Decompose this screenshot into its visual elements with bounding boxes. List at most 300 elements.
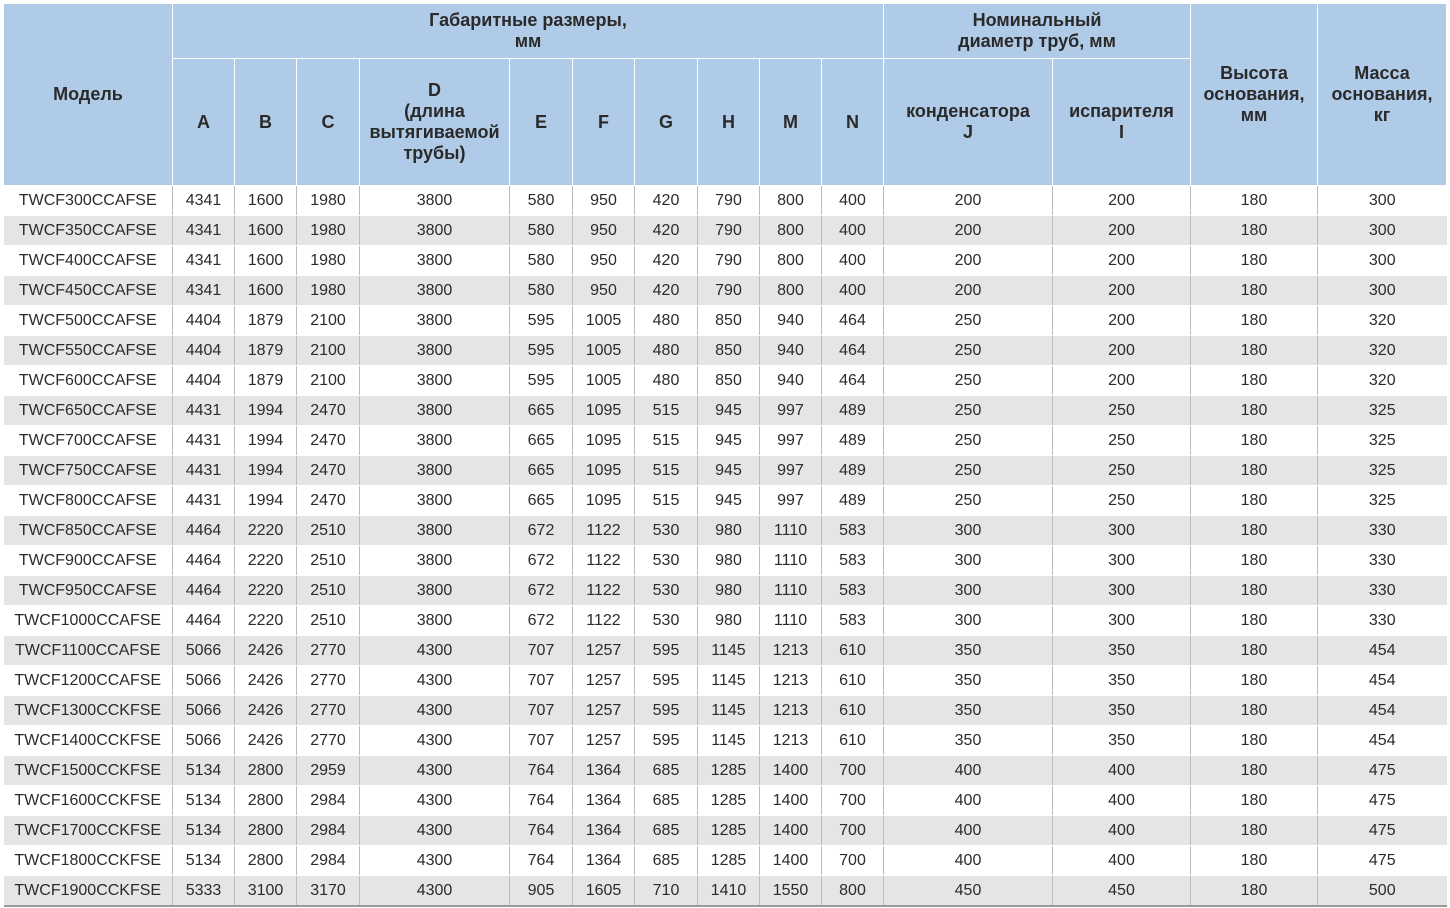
- header-dim-e: E: [510, 59, 573, 186]
- cell-base-mass: 325: [1318, 396, 1447, 426]
- cell-f: 1364: [573, 816, 635, 846]
- cell-h: 850: [698, 306, 760, 336]
- cell-m: 940: [760, 336, 822, 366]
- cell-a: 5066: [173, 726, 235, 756]
- cell-f: 1257: [573, 726, 635, 756]
- cell-n: 800: [822, 876, 884, 907]
- cell-m: 800: [760, 216, 822, 246]
- cell-e: 764: [510, 846, 573, 876]
- header-dim-d-line2: (длина: [404, 101, 465, 121]
- cell-c: 2100: [297, 366, 360, 396]
- cell-base-height: 180: [1191, 876, 1318, 907]
- cell-b: 1879: [235, 366, 297, 396]
- cell-b: 2426: [235, 666, 297, 696]
- cell-base-height: 180: [1191, 846, 1318, 876]
- cell-c: 2510: [297, 516, 360, 546]
- header-dim-c: C: [297, 59, 360, 186]
- cell-evaporator-i: 200: [1053, 366, 1191, 396]
- cell-a: 4341: [173, 186, 235, 216]
- cell-h: 1145: [698, 696, 760, 726]
- cell-model: TWCF1800CCKFSE: [4, 846, 173, 876]
- cell-d: 4300: [360, 786, 510, 816]
- cell-m: 940: [760, 306, 822, 336]
- cell-a: 5134: [173, 786, 235, 816]
- header-row-top: [4, 4, 1447, 59]
- cell-base-mass: 300: [1318, 276, 1447, 306]
- cell-h: 790: [698, 216, 760, 246]
- cell-h: 1145: [698, 726, 760, 756]
- table-row: [4, 186, 1447, 216]
- cell-a: 4341: [173, 276, 235, 306]
- cell-condenser-j: 350: [884, 636, 1053, 666]
- cell-base-height: 180: [1191, 426, 1318, 456]
- cell-h: 1285: [698, 816, 760, 846]
- cell-d: 3800: [360, 276, 510, 306]
- header-dim-f: F: [573, 59, 635, 186]
- cell-e: 580: [510, 246, 573, 276]
- cell-model: TWCF500CCAFSE: [4, 306, 173, 336]
- table-row: [4, 546, 1447, 576]
- cell-base-mass: 330: [1318, 576, 1447, 606]
- table-row: [4, 306, 1447, 336]
- cell-condenser-j: 250: [884, 486, 1053, 516]
- cell-evaporator-i: 400: [1053, 786, 1191, 816]
- cell-model: TWCF950CCAFSE: [4, 576, 173, 606]
- cell-m: 800: [760, 246, 822, 276]
- cell-n: 583: [822, 606, 884, 636]
- header-group-pipes: [884, 4, 1191, 59]
- cell-evaporator-i: 350: [1053, 636, 1191, 666]
- spec-table-container: [3, 3, 1447, 907]
- cell-f: 1095: [573, 456, 635, 486]
- cell-m: 997: [760, 456, 822, 486]
- header-dim-b: B: [235, 59, 297, 186]
- cell-evaporator-i: 300: [1053, 516, 1191, 546]
- cell-base-height: 180: [1191, 336, 1318, 366]
- cell-h: 1285: [698, 786, 760, 816]
- cell-f: 1122: [573, 546, 635, 576]
- cell-n: 489: [822, 456, 884, 486]
- cell-e: 580: [510, 216, 573, 246]
- table-body: [4, 186, 1447, 907]
- cell-b: 1600: [235, 246, 297, 276]
- cell-base-height: 180: [1191, 366, 1318, 396]
- cell-base-mass: 300: [1318, 186, 1447, 216]
- cell-e: 580: [510, 186, 573, 216]
- cell-f: 1095: [573, 396, 635, 426]
- header-model: [4, 4, 173, 186]
- cell-m: 997: [760, 426, 822, 456]
- cell-m: 1110: [760, 606, 822, 636]
- cell-h: 980: [698, 576, 760, 606]
- cell-base-height: 180: [1191, 216, 1318, 246]
- cell-c: 2510: [297, 606, 360, 636]
- cell-base-height: 180: [1191, 606, 1318, 636]
- cell-condenser-j: 400: [884, 816, 1053, 846]
- table-row: [4, 456, 1447, 486]
- cell-base-height: 180: [1191, 696, 1318, 726]
- cell-e: 905: [510, 876, 573, 907]
- cell-n: 400: [822, 186, 884, 216]
- cell-g: 685: [635, 786, 698, 816]
- cell-h: 1285: [698, 846, 760, 876]
- table-row: [4, 816, 1447, 846]
- cell-base-height: 180: [1191, 756, 1318, 786]
- header-dim-d-line4: трубы): [403, 143, 466, 163]
- cell-model: TWCF650CCAFSE: [4, 396, 173, 426]
- cell-a: 4431: [173, 396, 235, 426]
- cell-f: 1257: [573, 696, 635, 726]
- cell-model: TWCF450CCAFSE: [4, 276, 173, 306]
- cell-m: 1213: [760, 696, 822, 726]
- cell-base-mass: 475: [1318, 756, 1447, 786]
- cell-d: 4300: [360, 666, 510, 696]
- cell-base-height: 180: [1191, 726, 1318, 756]
- header-group-pipes-line1: Номинальный: [972, 10, 1102, 30]
- cell-n: 489: [822, 396, 884, 426]
- table-header: [4, 4, 1447, 186]
- table-row: [4, 276, 1447, 306]
- cell-base-mass: 454: [1318, 666, 1447, 696]
- cell-g: 515: [635, 486, 698, 516]
- cell-d: 4300: [360, 876, 510, 907]
- cell-base-height: 180: [1191, 396, 1318, 426]
- header-base-height: [1191, 4, 1318, 186]
- cell-base-height: 180: [1191, 486, 1318, 516]
- cell-base-mass: 500: [1318, 876, 1447, 907]
- header-dim-d-line3: вытягиваемой: [369, 122, 500, 142]
- cell-n: 400: [822, 216, 884, 246]
- cell-c: 2984: [297, 816, 360, 846]
- cell-g: 595: [635, 726, 698, 756]
- cell-a: 4404: [173, 366, 235, 396]
- cell-condenser-j: 300: [884, 576, 1053, 606]
- cell-h: 790: [698, 276, 760, 306]
- cell-f: 1257: [573, 666, 635, 696]
- cell-model: TWCF900CCAFSE: [4, 546, 173, 576]
- cell-base-height: 180: [1191, 546, 1318, 576]
- cell-n: 700: [822, 816, 884, 846]
- header-evaporator-line1: испарителя: [1069, 101, 1174, 121]
- table-row: [4, 606, 1447, 636]
- cell-condenser-j: 350: [884, 696, 1053, 726]
- header-base-height-line2: основания,: [1203, 84, 1305, 104]
- header-evaporator: [1053, 59, 1191, 186]
- cell-m: 1400: [760, 756, 822, 786]
- cell-evaporator-i: 250: [1053, 396, 1191, 426]
- cell-model: TWCF1200CCAFSE: [4, 666, 173, 696]
- cell-d: 3800: [360, 186, 510, 216]
- cell-m: 1400: [760, 846, 822, 876]
- cell-d: 3800: [360, 306, 510, 336]
- table-row: [4, 426, 1447, 456]
- cell-a: 5134: [173, 846, 235, 876]
- cell-m: 800: [760, 186, 822, 216]
- header-dim-d: [360, 59, 510, 186]
- cell-model: TWCF700CCAFSE: [4, 426, 173, 456]
- cell-condenser-j: 250: [884, 366, 1053, 396]
- cell-evaporator-i: 300: [1053, 576, 1191, 606]
- cell-n: 583: [822, 546, 884, 576]
- cell-g: 685: [635, 816, 698, 846]
- table-row: [4, 396, 1447, 426]
- cell-f: 1005: [573, 306, 635, 336]
- cell-g: 530: [635, 516, 698, 546]
- cell-c: 2470: [297, 486, 360, 516]
- cell-n: 400: [822, 276, 884, 306]
- cell-base-mass: 320: [1318, 306, 1447, 336]
- cell-base-height: 180: [1191, 786, 1318, 816]
- cell-f: 1364: [573, 786, 635, 816]
- cell-d: 3800: [360, 246, 510, 276]
- cell-h: 980: [698, 516, 760, 546]
- cell-m: 997: [760, 486, 822, 516]
- header-group-pipes-line2: диаметр труб, мм: [958, 31, 1116, 51]
- cell-condenser-j: 400: [884, 756, 1053, 786]
- cell-e: 672: [510, 606, 573, 636]
- cell-g: 515: [635, 456, 698, 486]
- cell-condenser-j: 450: [884, 876, 1053, 907]
- cell-model: TWCF1000CCAFSE: [4, 606, 173, 636]
- cell-evaporator-i: 250: [1053, 456, 1191, 486]
- cell-evaporator-i: 300: [1053, 546, 1191, 576]
- cell-base-height: 180: [1191, 666, 1318, 696]
- cell-e: 595: [510, 336, 573, 366]
- cell-a: 5066: [173, 666, 235, 696]
- cell-h: 980: [698, 606, 760, 636]
- cell-b: 1600: [235, 276, 297, 306]
- cell-base-mass: 325: [1318, 486, 1447, 516]
- cell-c: 2770: [297, 666, 360, 696]
- cell-evaporator-i: 450: [1053, 876, 1191, 907]
- cell-e: 672: [510, 576, 573, 606]
- cell-f: 1122: [573, 576, 635, 606]
- table-row: [4, 726, 1447, 756]
- cell-model: TWCF850CCAFSE: [4, 516, 173, 546]
- cell-evaporator-i: 250: [1053, 486, 1191, 516]
- cell-g: 595: [635, 696, 698, 726]
- cell-evaporator-i: 200: [1053, 306, 1191, 336]
- cell-b: 1994: [235, 456, 297, 486]
- cell-m: 940: [760, 366, 822, 396]
- dimensions-table: [3, 3, 1447, 907]
- cell-c: 2510: [297, 546, 360, 576]
- header-dim-g: G: [635, 59, 698, 186]
- header-condenser: [884, 59, 1053, 186]
- cell-e: 764: [510, 786, 573, 816]
- cell-e: 595: [510, 306, 573, 336]
- cell-c: 3170: [297, 876, 360, 907]
- cell-f: 1257: [573, 636, 635, 666]
- cell-c: 2470: [297, 456, 360, 486]
- cell-h: 945: [698, 396, 760, 426]
- cell-b: 2220: [235, 516, 297, 546]
- cell-c: 1980: [297, 186, 360, 216]
- cell-base-mass: 475: [1318, 846, 1447, 876]
- cell-g: 480: [635, 336, 698, 366]
- cell-f: 950: [573, 216, 635, 246]
- cell-d: 3800: [360, 426, 510, 456]
- cell-h: 945: [698, 486, 760, 516]
- cell-b: 2426: [235, 726, 297, 756]
- cell-g: 595: [635, 666, 698, 696]
- cell-d: 3800: [360, 456, 510, 486]
- cell-g: 480: [635, 366, 698, 396]
- cell-e: 665: [510, 396, 573, 426]
- cell-e: 764: [510, 816, 573, 846]
- cell-model: TWCF1500CCKFSE: [4, 756, 173, 786]
- cell-condenser-j: 200: [884, 186, 1053, 216]
- cell-d: 4300: [360, 756, 510, 786]
- cell-c: 2770: [297, 696, 360, 726]
- cell-f: 1122: [573, 516, 635, 546]
- cell-c: 2770: [297, 726, 360, 756]
- header-condenser-line1: конденсатора: [906, 101, 1030, 121]
- cell-n: 610: [822, 726, 884, 756]
- cell-condenser-j: 250: [884, 456, 1053, 486]
- cell-base-mass: 320: [1318, 336, 1447, 366]
- cell-d: 3800: [360, 576, 510, 606]
- header-dim-n: N: [822, 59, 884, 186]
- cell-e: 595: [510, 366, 573, 396]
- cell-m: 1213: [760, 636, 822, 666]
- cell-a: 5134: [173, 756, 235, 786]
- cell-base-mass: 300: [1318, 216, 1447, 246]
- header-base-height-line3: мм: [1240, 105, 1268, 125]
- cell-d: 3800: [360, 396, 510, 426]
- cell-a: 4431: [173, 456, 235, 486]
- cell-d: 3800: [360, 216, 510, 246]
- header-condenser-line2: J: [963, 122, 974, 142]
- cell-e: 672: [510, 546, 573, 576]
- cell-model: TWCF750CCAFSE: [4, 456, 173, 486]
- cell-base-height: 180: [1191, 816, 1318, 846]
- cell-m: 1400: [760, 786, 822, 816]
- cell-model: TWCF300CCAFSE: [4, 186, 173, 216]
- cell-n: 464: [822, 366, 884, 396]
- cell-condenser-j: 350: [884, 726, 1053, 756]
- cell-d: 3800: [360, 606, 510, 636]
- cell-m: 1110: [760, 576, 822, 606]
- cell-evaporator-i: 200: [1053, 216, 1191, 246]
- cell-m: 1213: [760, 666, 822, 696]
- cell-a: 4404: [173, 336, 235, 366]
- cell-model: TWCF1700CCKFSE: [4, 816, 173, 846]
- header-base-mass-line1: Масса: [1354, 63, 1410, 83]
- cell-condenser-j: 250: [884, 396, 1053, 426]
- cell-model: TWCF1100CCAFSE: [4, 636, 173, 666]
- cell-d: 3800: [360, 486, 510, 516]
- cell-g: 420: [635, 216, 698, 246]
- cell-h: 790: [698, 186, 760, 216]
- cell-n: 489: [822, 426, 884, 456]
- cell-b: 3100: [235, 876, 297, 907]
- header-base-mass-line3: кг: [1373, 105, 1391, 125]
- header-dim-m: M: [760, 59, 822, 186]
- cell-base-mass: 300: [1318, 246, 1447, 276]
- cell-condenser-j: 300: [884, 546, 1053, 576]
- cell-n: 583: [822, 576, 884, 606]
- header-dim-d-line1: D: [428, 80, 441, 100]
- cell-evaporator-i: 200: [1053, 186, 1191, 216]
- header-group-dimensions-line2: мм: [514, 31, 542, 51]
- cell-c: 2984: [297, 846, 360, 876]
- cell-c: 1980: [297, 246, 360, 276]
- header-base-mass-line2: основания,: [1331, 84, 1433, 104]
- cell-d: 3800: [360, 336, 510, 366]
- cell-b: 1994: [235, 396, 297, 426]
- cell-base-mass: 475: [1318, 786, 1447, 816]
- cell-g: 515: [635, 396, 698, 426]
- cell-e: 665: [510, 486, 573, 516]
- cell-d: 4300: [360, 846, 510, 876]
- cell-condenser-j: 300: [884, 516, 1053, 546]
- cell-d: 3800: [360, 546, 510, 576]
- cell-base-mass: 454: [1318, 726, 1447, 756]
- cell-f: 1005: [573, 366, 635, 396]
- cell-h: 980: [698, 546, 760, 576]
- cell-base-mass: 320: [1318, 366, 1447, 396]
- cell-b: 1879: [235, 306, 297, 336]
- cell-n: 464: [822, 336, 884, 366]
- cell-d: 4300: [360, 636, 510, 666]
- cell-evaporator-i: 400: [1053, 816, 1191, 846]
- cell-g: 420: [635, 246, 698, 276]
- cell-h: 790: [698, 246, 760, 276]
- cell-condenser-j: 250: [884, 306, 1053, 336]
- cell-a: 4464: [173, 516, 235, 546]
- cell-m: 1400: [760, 816, 822, 846]
- cell-model: TWCF400CCAFSE: [4, 246, 173, 276]
- cell-a: 4431: [173, 426, 235, 456]
- cell-evaporator-i: 200: [1053, 336, 1191, 366]
- cell-c: 1980: [297, 216, 360, 246]
- cell-n: 700: [822, 756, 884, 786]
- cell-base-height: 180: [1191, 306, 1318, 336]
- cell-a: 4404: [173, 306, 235, 336]
- cell-h: 945: [698, 426, 760, 456]
- cell-g: 420: [635, 276, 698, 306]
- cell-base-mass: 325: [1318, 456, 1447, 486]
- cell-b: 2426: [235, 696, 297, 726]
- cell-condenser-j: 200: [884, 246, 1053, 276]
- cell-f: 950: [573, 246, 635, 276]
- cell-base-mass: 330: [1318, 546, 1447, 576]
- cell-c: 2470: [297, 426, 360, 456]
- header-group-dimensions: [173, 4, 884, 59]
- cell-base-height: 180: [1191, 276, 1318, 306]
- cell-b: 2800: [235, 846, 297, 876]
- cell-n: 583: [822, 516, 884, 546]
- cell-a: 4464: [173, 606, 235, 636]
- cell-e: 580: [510, 276, 573, 306]
- cell-g: 515: [635, 426, 698, 456]
- header-model-label: Модель: [53, 84, 123, 104]
- cell-e: 707: [510, 726, 573, 756]
- cell-m: 1550: [760, 876, 822, 907]
- table-row: [4, 786, 1447, 816]
- cell-d: 4300: [360, 696, 510, 726]
- cell-g: 685: [635, 846, 698, 876]
- cell-b: 2220: [235, 546, 297, 576]
- cell-g: 595: [635, 636, 698, 666]
- cell-a: 4464: [173, 576, 235, 606]
- cell-n: 464: [822, 306, 884, 336]
- cell-condenser-j: 400: [884, 786, 1053, 816]
- cell-base-mass: 325: [1318, 426, 1447, 456]
- cell-condenser-j: 200: [884, 216, 1053, 246]
- header-dim-h: H: [698, 59, 760, 186]
